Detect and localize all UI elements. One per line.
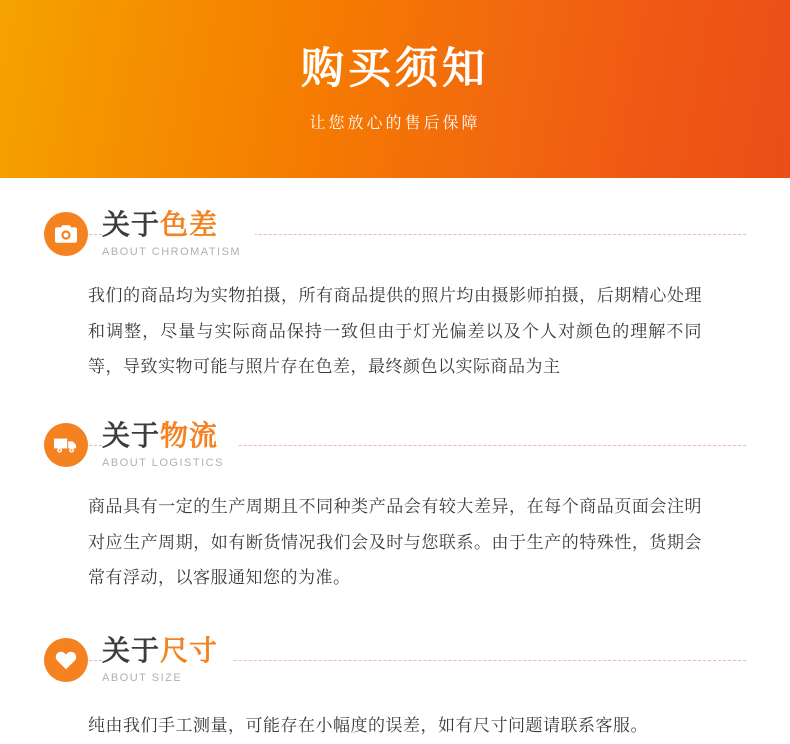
section-title-highlight: 物流 xyxy=(160,420,219,452)
section-title-highlight: 尺寸 xyxy=(160,635,219,667)
section-titles xyxy=(102,421,238,469)
section-title xyxy=(102,421,224,452)
camera-icon xyxy=(44,212,88,256)
section-body: 商品具有一定的生产周期且不同种类产品会有较大差异，在每个商品页面会注明对应生产周期，如有断货情况我们会及时与您联系。由于生产的特殊性，货期会常有浮动，以客服通知您的为准。 xyxy=(88,497,702,588)
section-title-prefix: 关于 xyxy=(102,209,161,241)
section-titles xyxy=(102,636,232,684)
section-titles xyxy=(102,210,255,258)
section-title xyxy=(102,636,218,667)
truck-icon xyxy=(44,423,88,467)
section-title-en: ABOUT LOGISTICS xyxy=(102,456,224,469)
section-title-prefix: 关于 xyxy=(102,635,161,667)
sections-container xyxy=(0,204,790,744)
section-title-en: ABOUT SIZE xyxy=(102,672,183,685)
section-title-highlight: 色差 xyxy=(160,209,219,241)
banner-content xyxy=(0,0,790,178)
heart-icon xyxy=(44,638,88,682)
section-header xyxy=(44,204,746,264)
section-title xyxy=(102,210,241,241)
section-logistics xyxy=(0,415,790,596)
section-header xyxy=(44,630,746,690)
section-header xyxy=(44,415,746,475)
section-size xyxy=(0,630,790,744)
section-title-en: ABOUT CHROMATISM xyxy=(102,245,242,258)
page-title: 购买须知 xyxy=(301,44,489,93)
page-subtitle: 让您放心的售后保障 xyxy=(309,115,481,133)
section-chromatism xyxy=(0,204,790,385)
section-body: 我们的商品均为实物拍摄，所有商品提供的照片均由摄影师拍摄，后期精心处理和调整，尽量与实际商品保持一致但由于灯光偏差以及个人对颜色的理解不同等，导致实物可能与照片存在色差，最终颜色以实际商品为主 xyxy=(88,286,702,377)
section-title-prefix: 关于 xyxy=(102,420,161,452)
section-body: 纯由我们手工测量，可能存在小幅度的误差，如有尺寸问题请联系客服。 xyxy=(88,716,648,736)
header-banner xyxy=(0,0,790,178)
